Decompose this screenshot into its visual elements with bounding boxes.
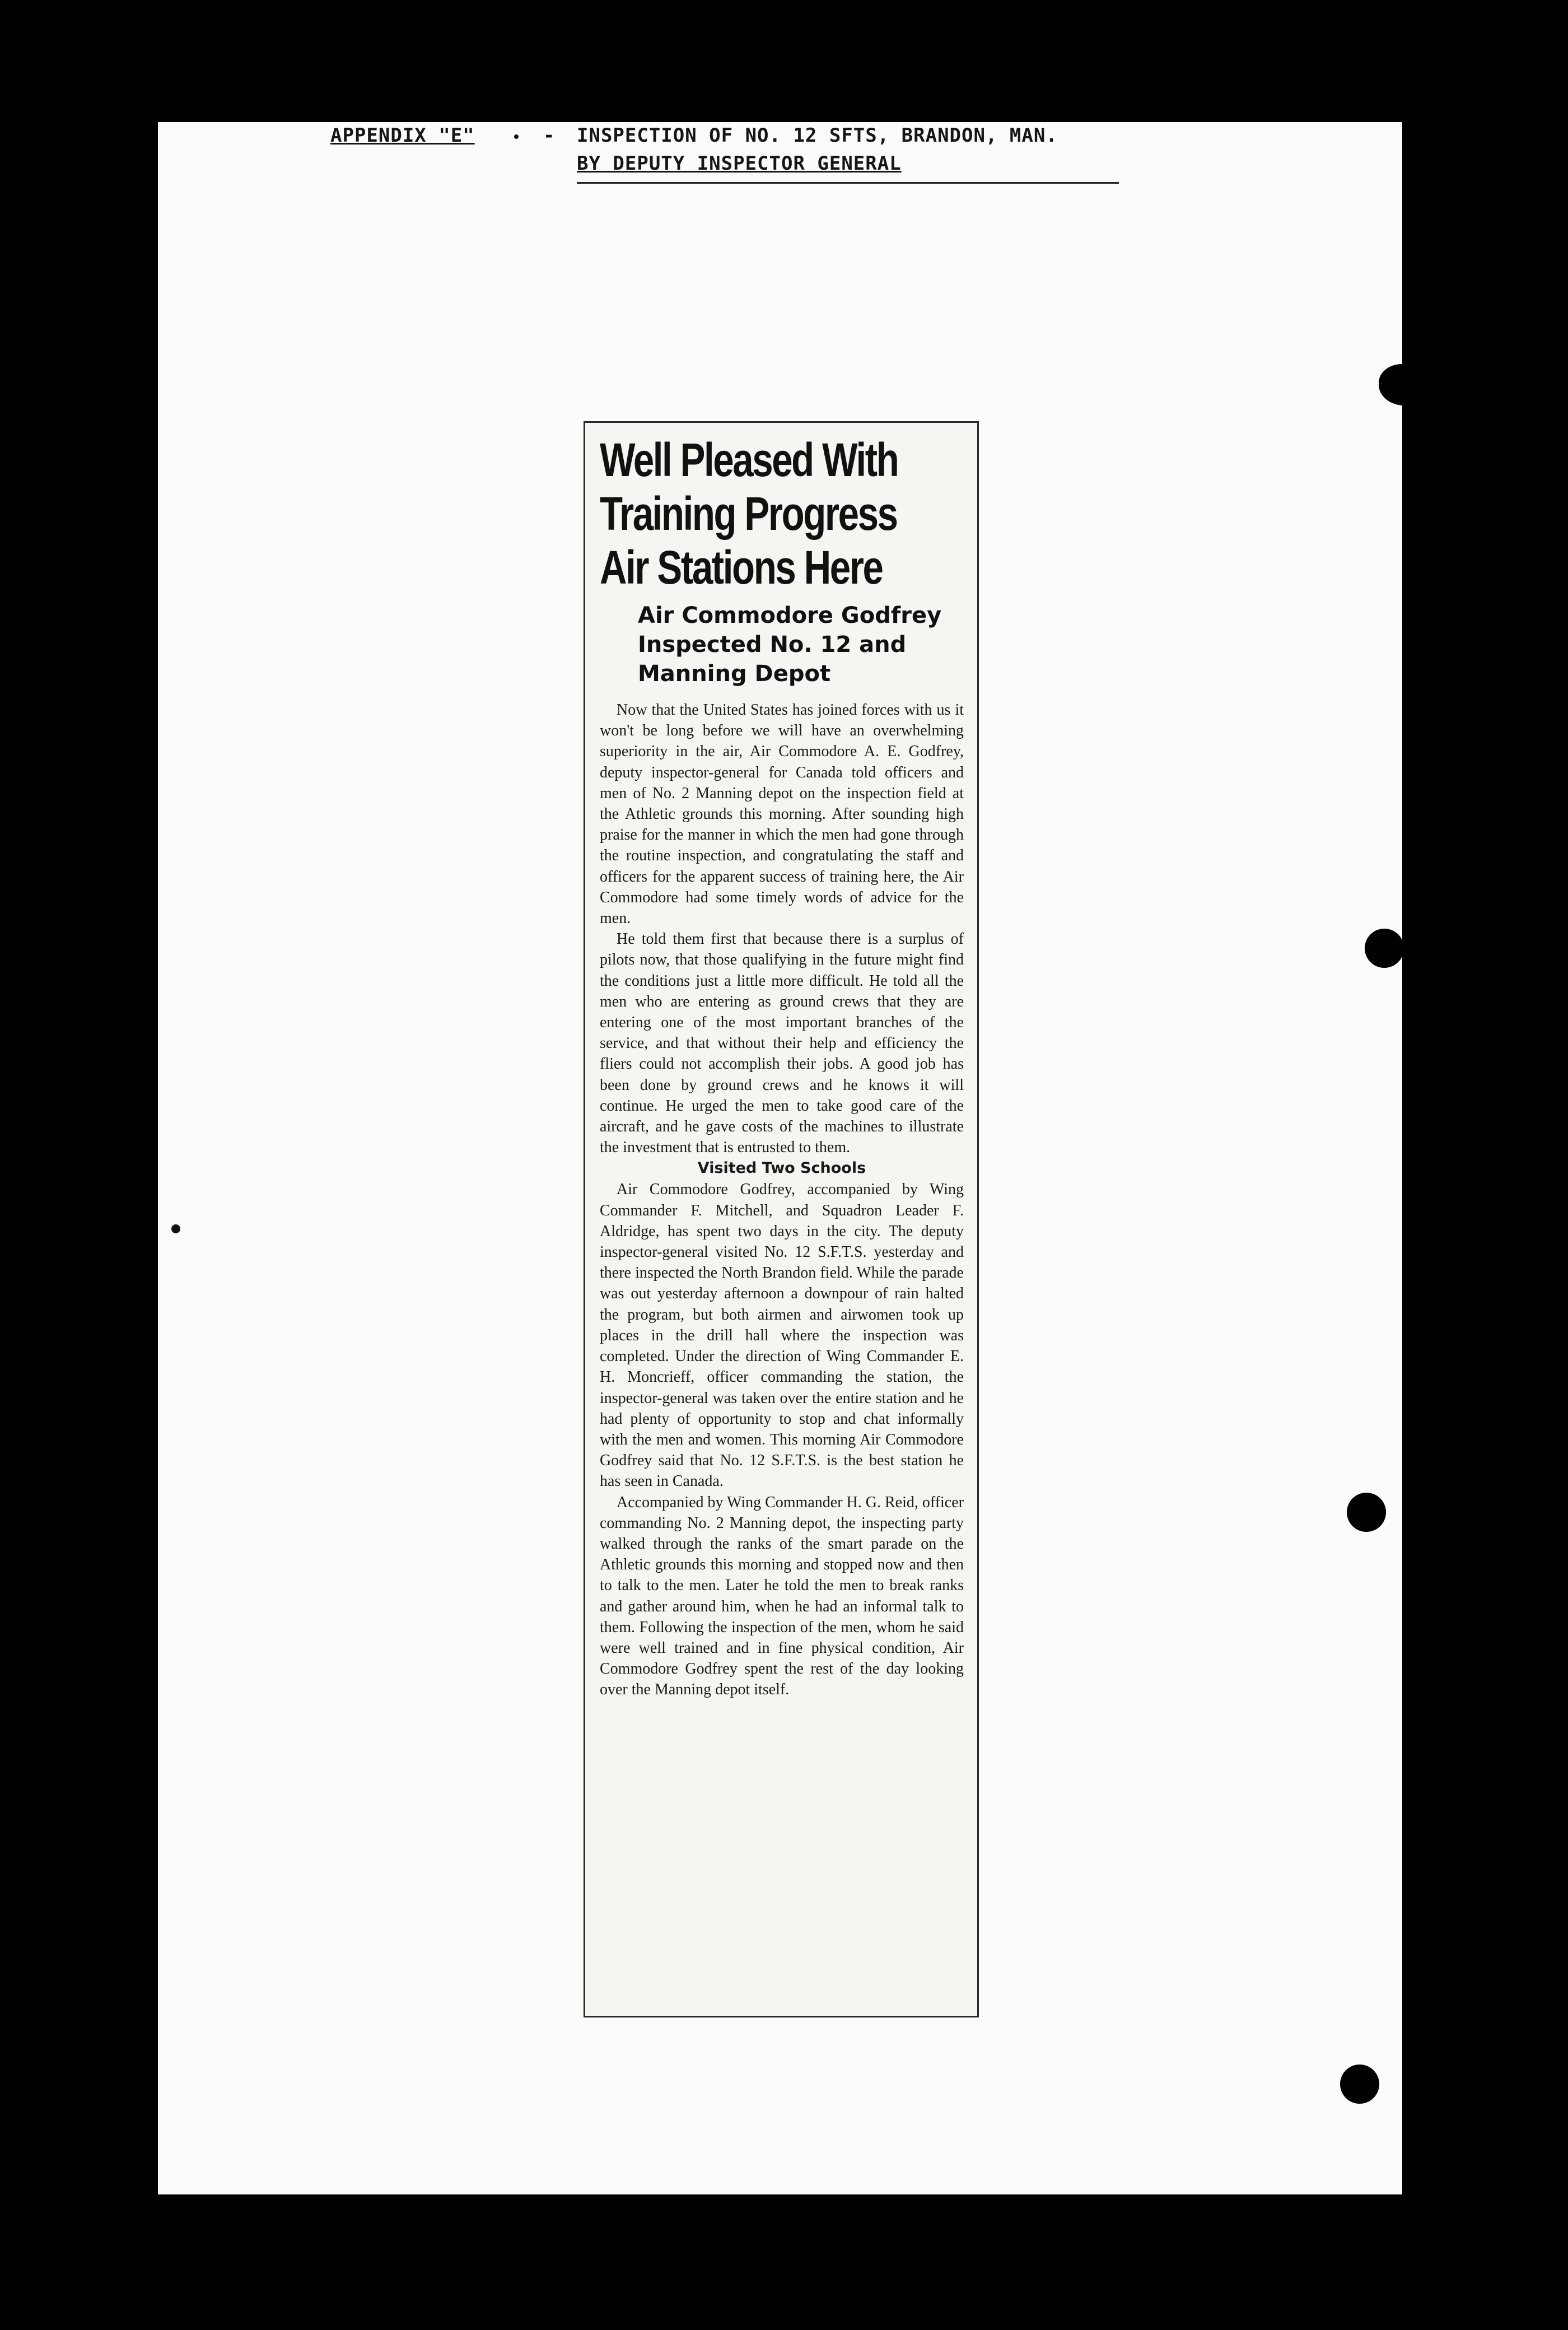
deck-line: Air Commodore Godfrey [638,603,942,628]
header-title-line2: BY DEPUTY INSPECTOR GENERAL [577,152,902,175]
headline-line: Air Stations Here [600,541,883,594]
deck-line: Inspected No. 12 and [638,632,907,658]
punch-hole [1340,2065,1379,2104]
article-paragraph: Air Commodore Godfrey, accompanied by Wing Commander F. Mitchell, and Squadron Leader F. Aldridge, has spent two days in the city. The deputy inspector-general visited No. 12 S.F.T.S. yesterday and there inspected the North Brandon field. While the parade was out yesterday afternoon a downpour of rain halted the program, but both airmen and airwomen took up places in the drill hall where the inspection was completed. Under the direction of Wing Commander E. H. Moncrieff, officer commanding the station, the inspector-general was taken over the entire station and he had plenty of opportunity to stop and chat informally with the men and women. This morning Air Commodore Godfrey said that No. 12 S.F.T.S. is the best station he has seen in Canada. [600,1181,964,1490]
appendix-label: APPENDIX "E" [330,124,475,147]
header-underline [577,182,1119,184]
header-dash: - [543,124,556,147]
speck [171,1224,180,1233]
punch-hole [1347,1493,1386,1532]
headline-line: Training Progress [600,487,897,540]
article-deck [638,601,964,688]
headline-line: Well Pleased With [600,434,898,486]
speck [514,134,519,139]
article-paragraph: He told them first that because there is a surplus of pilots now, that those qualifying in the future might find the conditions just a little more difficult. He told all the men who are entering as ground crews that they are entering one of the most important branches of the service, and that without their help and efficiency the fliers could not accomplish their jobs. A good job has been done by ground crews and he knows it will continue. He urged the men to take good care of the aircraft, and he gave costs of the machines to illustrate the investment that is entrusted to them. [600,930,964,1157]
punch-hole-top [1379,364,1430,406]
newspaper-clipping [584,421,979,2017]
article-paragraph: Accompanied by Wing Commander H. G. Reid, officer commanding No. 2 Manning depot, the inspecting party walked through the ranks of the smart parade on the Athletic grounds this morning and stopped now and then to talk to the men. Later he told the men to break ranks and gather around him, when he had an informal talk to them. Following the inspection of the men, whom he said were well trained and in fine physical condition, Air Commodore Godfrey spent the rest of the day looking over the Manning depot itself. [600,1493,964,1699]
article-subhead: Visited Two Schools [697,1159,866,1177]
article-body [600,700,964,1700]
deck-line: Manning Depot [638,661,831,687]
article-paragraph: Now that the United States has joined forces with us it won't be long before we will have an overwhelming superiority in the air, Air Commodore A. E. Godfrey, deputy inspector-general for Canada told officers and men of No. 2 Manning depot on the inspection field at the Athletic grounds this morning. After sounding high praise for the manner in which the men had gone through the routine inspection, and congratulating the staff and officers for the apparent success of training here, the Air Commodore had some timely words of advice for the men. [600,701,964,928]
header-title-line1: INSPECTION OF NO. 12 SFTS, BRANDON, MAN. [577,124,1058,147]
article-headline [600,433,964,594]
punch-hole [1365,929,1404,968]
